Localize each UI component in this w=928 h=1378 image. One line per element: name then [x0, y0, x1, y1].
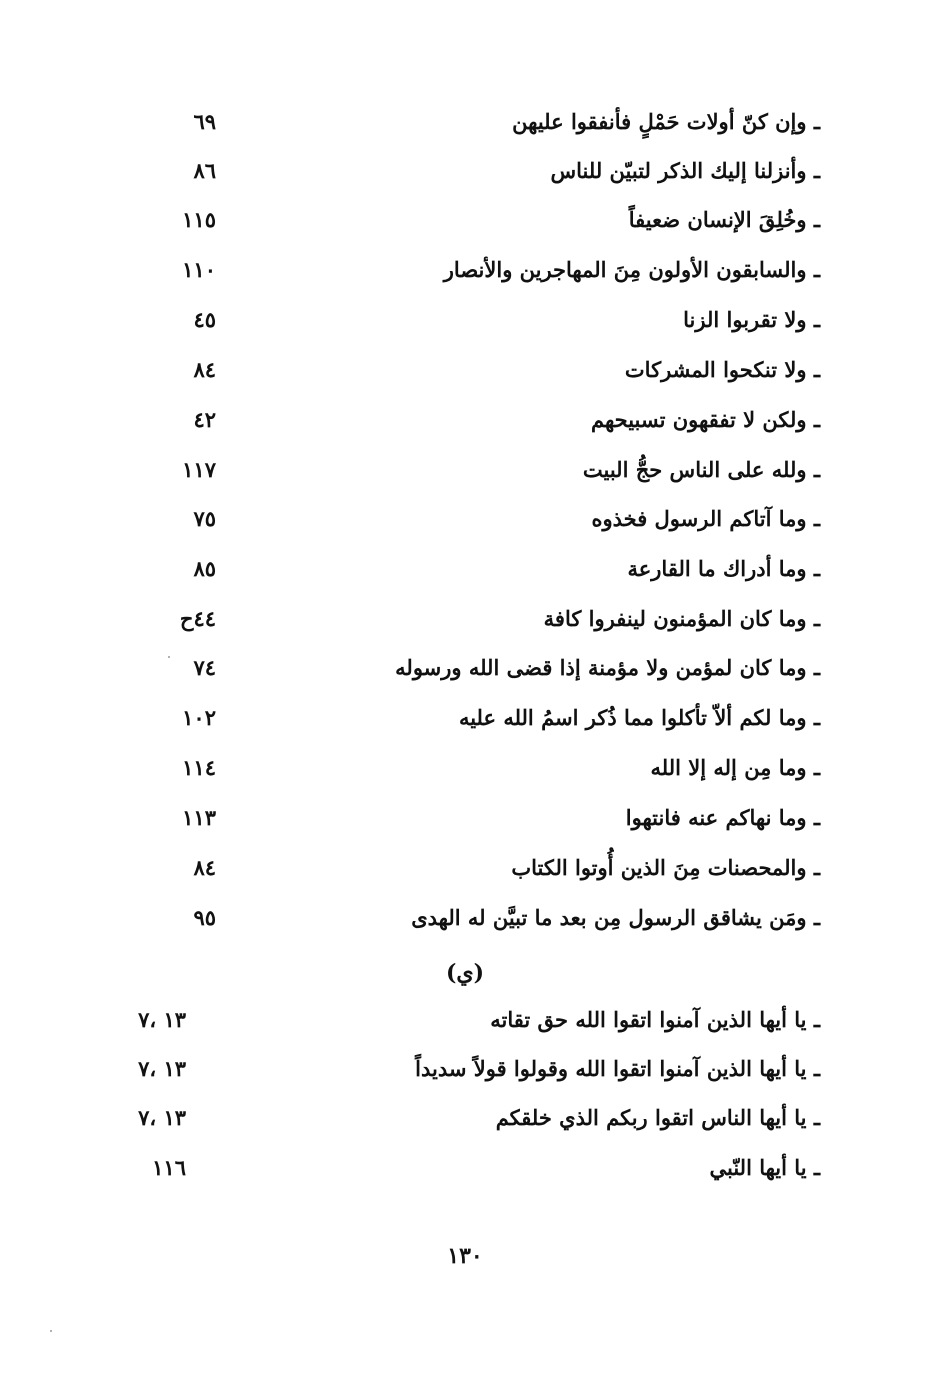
page-reference: ٨٦ — [193, 158, 216, 183]
verse-text: ـ ومَن يشاقق الرسول مِن بعد ما تبيَّن له الهدى — [411, 905, 820, 930]
verse-text: ـ يا أيها الذين آمنوا اتقوا الله وقولوا قولاً سديداً — [415, 1056, 820, 1081]
verse-text: ـ يا أيها الذين آمنوا اتقوا الله حق تقاته — [490, 1007, 820, 1032]
page-reference: ١١٠ — [182, 257, 216, 282]
index-entry — [0, 599, 928, 639]
index-entry — [0, 300, 928, 340]
index-entry — [0, 200, 928, 240]
verse-text: ـ وما لكم ألاّ تأكلوا مما ذُكر اسمُ الله عليه — [458, 705, 820, 730]
page-reference: ٧٤ — [193, 655, 216, 680]
page-reference: ١٣ ،٧ — [138, 1056, 186, 1081]
verse-text: ـ وخُلِقَ الإنسان ضعيفاً — [628, 207, 820, 232]
verse-text: ـ ولكن لا تفقهون تسبيحهم — [590, 407, 820, 432]
verse-text: ـ والسابقون الأولون مِنَ المهاجرين والأنصار — [443, 257, 820, 282]
page-reference: ٤٥ — [193, 307, 216, 332]
index-entry — [0, 151, 928, 191]
index-entry — [0, 748, 928, 788]
section-heading: (ي) — [445, 960, 485, 986]
index-entry — [0, 250, 928, 290]
verse-text: ـ وإن كنّ أولات حَمْلٍ فأنفقوا عليهن — [512, 109, 820, 134]
page-reference: ١١٧ — [182, 457, 216, 482]
index-entry — [0, 698, 928, 738]
index-entry — [0, 848, 928, 888]
page-reference: ١٣ ،٧ — [138, 1007, 186, 1032]
index-entry — [0, 450, 928, 490]
verse-text: ـ وأنزلنا إليك الذكر لتبيّن للناس — [550, 158, 820, 183]
index-entry — [0, 1000, 928, 1040]
index-entry — [0, 1049, 928, 1089]
page-reference: ٨٤ — [193, 357, 216, 382]
index-entry — [0, 549, 928, 589]
page-number: ١٣٠ — [447, 1243, 483, 1269]
index-entry — [0, 350, 928, 390]
index-entry — [0, 102, 928, 142]
verse-text: ـ والمحصنات مِنَ الذين أُوتوا الكتاب — [511, 855, 820, 880]
page-reference: ١١٥ — [182, 207, 216, 232]
scan-speck — [50, 1330, 52, 1332]
verse-text: ـ وما آتاكم الرسول فخذوه — [591, 506, 820, 531]
index-entry — [0, 1148, 928, 1188]
verse-text: ـ وما مِن إله إلا الله — [650, 755, 820, 780]
verse-text: ـ وما نهاكم عنه فانتهوا — [625, 805, 820, 830]
verse-text: ـ ولله على الناس حجُّ البيت — [582, 457, 820, 482]
page-reference: ١٠٢ — [182, 705, 216, 730]
verse-text: ـ وما أدراك ما القارعة — [627, 556, 820, 581]
index-entry — [0, 400, 928, 440]
page-reference: ٨٥ — [193, 556, 216, 581]
verse-text: ـ يا أيها الناس اتقوا ربكم الذي خلقكم — [495, 1105, 820, 1130]
index-entry — [0, 898, 928, 938]
page-reference: ١١٤ — [182, 755, 216, 780]
page-reference: ١١٣ — [182, 805, 216, 830]
verse-text: ـ يا أيها النّبي — [709, 1155, 820, 1180]
page-reference: ١١٦ — [152, 1155, 186, 1180]
scan-speck — [168, 656, 170, 658]
verse-text: ـ وما كان لمؤمن ولا مؤمنة إذا قضى الله ورسوله — [395, 655, 820, 680]
page-reference: ٦٩ — [193, 109, 216, 134]
index-entry — [0, 798, 928, 838]
verse-text: ـ ولا تقربوا الزنا — [683, 307, 820, 332]
index-entry — [0, 648, 928, 688]
page-reference: ٨٤ — [193, 855, 216, 880]
verse-text: ـ وما كان المؤمنون لينفروا كافة — [543, 606, 820, 631]
index-entry — [0, 499, 928, 539]
page-reference: ٤٤ح — [179, 606, 216, 631]
page-reference: ١٣ ،٧ — [138, 1105, 186, 1130]
verse-text: ـ ولا تنكحوا المشركات — [624, 357, 820, 382]
page-reference: ٤٢ — [193, 407, 216, 432]
page-reference: ٩٥ — [193, 905, 216, 930]
page-reference: ٧٥ — [193, 506, 216, 531]
index-entry — [0, 1098, 928, 1138]
